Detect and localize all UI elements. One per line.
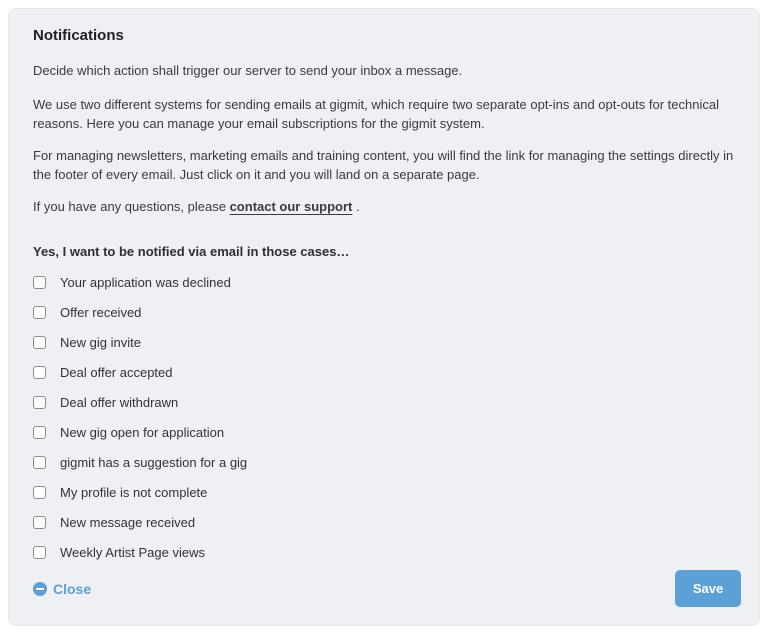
checkbox-row bbox=[27, 357, 743, 387]
systems-paragraph: We use two different systems for sending emails at gigmit, which require two separate opt-ins and opt-outs for technical reasons. Here you can manage your email subscriptions for the gigmit system. bbox=[33, 96, 719, 131]
checkbox-label: Weekly Artist Page views bbox=[60, 544, 205, 560]
checkbox-row bbox=[27, 387, 743, 417]
checkbox-row bbox=[27, 267, 743, 297]
checkbox-deal-offer-withdrawn[interactable] bbox=[33, 396, 46, 409]
cases-heading: Yes, I want to be notified via email in those cases… bbox=[33, 244, 350, 259]
checkbox-label: Offer received bbox=[60, 304, 142, 320]
checkbox-row bbox=[27, 327, 743, 357]
checkbox-label: Your application was declined bbox=[60, 274, 231, 290]
minus-circle-icon bbox=[33, 582, 47, 596]
checkbox-profile-not-complete[interactable] bbox=[33, 486, 46, 499]
checkbox-offer-received[interactable] bbox=[33, 306, 46, 319]
checkbox-label: Deal offer accepted bbox=[60, 364, 173, 380]
checkbox-gig-suggestion[interactable] bbox=[33, 456, 46, 469]
checkbox-row bbox=[27, 447, 743, 477]
checkbox-row bbox=[27, 297, 743, 327]
page-title: Notifications bbox=[33, 27, 124, 44]
contact-support-link[interactable]: contact our support bbox=[229, 198, 353, 214]
checkbox-label: Deal offer withdrawn bbox=[60, 394, 179, 410]
notification-checkbox-list bbox=[25, 267, 743, 567]
newsletters-paragraph: For managing newsletters, marketing emails and training content, you will find the link for managing the settings directly in the footer of every email. Just click on it and you will land on a separate page. bbox=[33, 147, 734, 182]
checkbox-weekly-artist-page-views[interactable] bbox=[33, 546, 46, 559]
checkbox-row bbox=[27, 477, 743, 507]
checkbox-label: New gig open for application bbox=[60, 424, 225, 440]
intro-paragraph: Decide which action shall trigger our server to send your inbox a message. bbox=[33, 63, 463, 78]
checkbox-new-gig-open[interactable] bbox=[33, 426, 46, 439]
checkbox-application-declined[interactable] bbox=[33, 276, 46, 289]
support-text-prefix: If you have any questions, please bbox=[33, 198, 230, 214]
checkbox-deal-offer-accepted[interactable] bbox=[33, 366, 46, 379]
panel-footer bbox=[25, 570, 743, 609]
checkbox-label: New gig invite bbox=[60, 334, 141, 350]
save-button[interactable]: Save bbox=[675, 570, 741, 607]
close-button[interactable] bbox=[33, 581, 91, 597]
checkbox-label: gigmit has a suggestion for a gig bbox=[60, 454, 248, 470]
checkbox-new-message-received[interactable] bbox=[33, 516, 46, 529]
close-label: Close bbox=[53, 580, 92, 597]
checkbox-new-gig-invite[interactable] bbox=[33, 336, 46, 349]
checkbox-label: New message received bbox=[60, 514, 196, 530]
support-text-suffix: . bbox=[352, 198, 360, 214]
checkbox-row bbox=[27, 507, 743, 537]
checkbox-label: My profile is not complete bbox=[60, 484, 208, 500]
notifications-panel bbox=[8, 8, 760, 626]
checkbox-row bbox=[27, 417, 743, 447]
support-paragraph bbox=[33, 197, 743, 217]
checkbox-row bbox=[27, 537, 743, 567]
